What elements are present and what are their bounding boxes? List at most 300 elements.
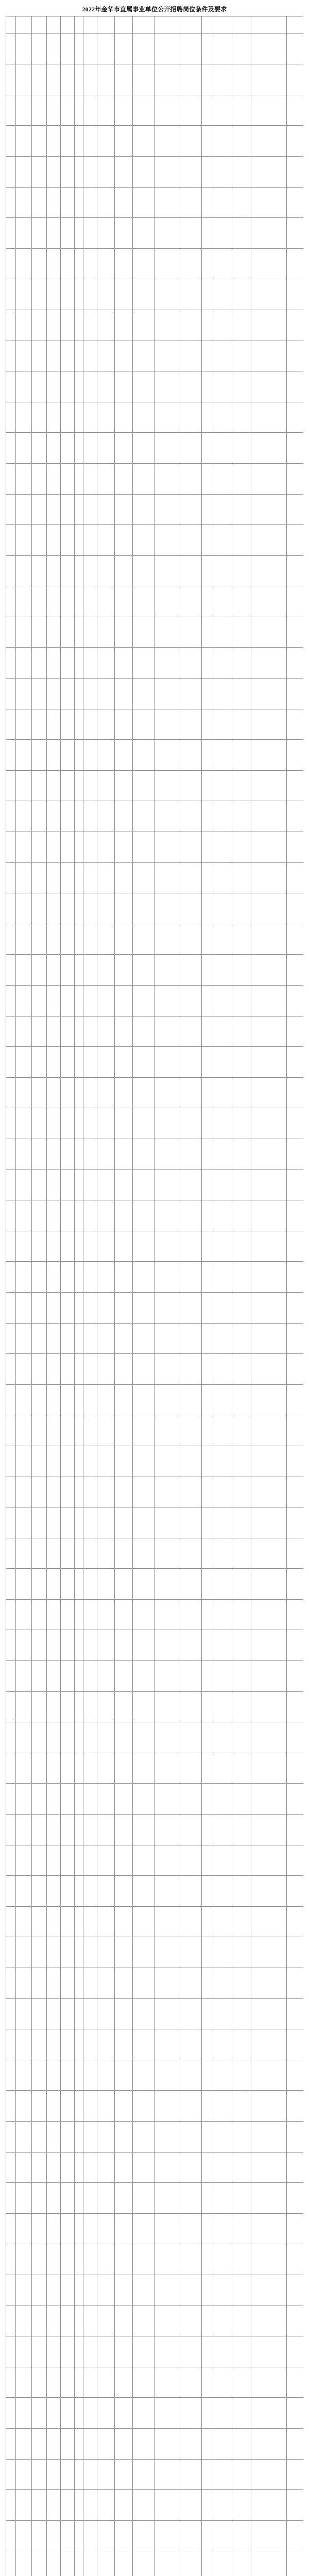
table-cell [133, 95, 154, 126]
table-cell [16, 1262, 32, 1293]
table-cell [6, 679, 16, 709]
table-cell [6, 1262, 16, 1293]
table-cell [6, 955, 16, 986]
table-cell [154, 1937, 180, 1968]
table-cell [180, 2367, 202, 2398]
table-cell [97, 2490, 115, 2521]
table-cell [154, 1876, 180, 1907]
table-cell [180, 1968, 202, 1999]
table-cell [202, 679, 214, 709]
table-cell [61, 187, 75, 218]
table-cell [32, 555, 47, 586]
table-cell [32, 1354, 47, 1385]
table-cell [115, 801, 133, 832]
table-cell [133, 832, 154, 863]
table-cell [180, 2121, 202, 2152]
table-cell [115, 2213, 133, 2244]
table-cell [180, 525, 202, 556]
table-cell [180, 1016, 202, 1047]
table-cell [75, 1170, 83, 1200]
table-cell [83, 1937, 97, 1968]
table-cell [115, 2091, 133, 2122]
table-cell [251, 709, 287, 740]
table-cell [133, 2152, 154, 2183]
table-cell [202, 2336, 214, 2367]
table-cell [180, 341, 202, 371]
table-cell [61, 1538, 75, 1569]
table-cell [232, 1108, 251, 1139]
table-cell [214, 2275, 232, 2306]
table-cell [83, 1200, 97, 1231]
table-cell [47, 1354, 61, 1385]
table-cell [251, 893, 287, 924]
table-cell [115, 1047, 133, 1078]
table-cell [47, 2306, 61, 2336]
table-cell [83, 525, 97, 556]
table-cell [154, 924, 180, 955]
table-cell [61, 310, 75, 341]
table-cell [75, 1200, 83, 1231]
table-cell [287, 1323, 304, 1354]
table-cell [6, 1139, 16, 1170]
table-cell [83, 463, 97, 494]
table-cell [154, 2029, 180, 2060]
table-cell [287, 1415, 304, 1446]
table-cell [75, 156, 83, 187]
table-cell [214, 1691, 232, 1722]
table-cell [16, 433, 32, 464]
table-cell [83, 1170, 97, 1200]
table-cell [133, 2060, 154, 2091]
table-cell [47, 555, 61, 586]
table-cell [32, 126, 47, 157]
table-cell [6, 1722, 16, 1753]
table-cell [232, 2490, 251, 2521]
table-header-cell [47, 16, 61, 34]
table-row [6, 740, 304, 771]
table-cell [61, 1968, 75, 1999]
table-cell [47, 770, 61, 801]
table-cell [83, 770, 97, 801]
table-cell [251, 2029, 287, 2060]
table-cell [115, 126, 133, 157]
table-cell [232, 433, 251, 464]
table-row [6, 1507, 304, 1538]
table-cell [202, 2459, 214, 2490]
table-cell [133, 2367, 154, 2398]
table-cell [287, 1630, 304, 1661]
table-cell [47, 2152, 61, 2183]
table-cell [97, 1016, 115, 1047]
table-cell [75, 2306, 83, 2336]
table-cell [47, 1108, 61, 1139]
table-cell [32, 832, 47, 863]
table-cell [47, 648, 61, 679]
table-cell [115, 95, 133, 126]
table-cell [61, 648, 75, 679]
table-cell [214, 310, 232, 341]
table-cell [47, 2398, 61, 2429]
table-cell [6, 156, 16, 187]
table-cell [232, 1937, 251, 1968]
table-cell [287, 2121, 304, 2152]
table-cell [115, 1477, 133, 1507]
table-cell [232, 2029, 251, 2060]
table-cell [214, 1077, 232, 1108]
table-cell [115, 955, 133, 986]
table-cell [232, 1906, 251, 1937]
table-header-cell [287, 16, 304, 34]
table-cell [61, 1937, 75, 1968]
table-row [6, 1477, 304, 1507]
table-cell [133, 679, 154, 709]
table-cell [202, 2428, 214, 2459]
table-cell [214, 770, 232, 801]
table-cell [214, 64, 232, 95]
table-cell [61, 617, 75, 648]
table-cell [251, 2152, 287, 2183]
table-cell [61, 402, 75, 433]
table-cell [232, 33, 251, 64]
table-cell [32, 433, 47, 464]
table-cell [232, 1139, 251, 1170]
table-cell [251, 1415, 287, 1446]
table-cell [251, 1722, 287, 1753]
table-cell [133, 525, 154, 556]
table-cell [154, 2336, 180, 2367]
table-cell [83, 709, 97, 740]
table-cell [47, 218, 61, 249]
table-cell [61, 2183, 75, 2214]
table-cell [6, 1446, 16, 1477]
table-cell [75, 33, 83, 64]
table-cell [47, 862, 61, 893]
table-cell [232, 95, 251, 126]
table-cell [115, 648, 133, 679]
table-cell [154, 463, 180, 494]
table-cell [97, 740, 115, 771]
table-cell [251, 187, 287, 218]
table-cell [97, 1477, 115, 1507]
table-cell [287, 187, 304, 218]
table-cell [6, 1968, 16, 1999]
table-cell [180, 187, 202, 218]
table-cell [16, 1077, 32, 1108]
table-cell [180, 1784, 202, 1815]
table-cell [97, 2398, 115, 2429]
table-cell [232, 955, 251, 986]
table-cell [232, 2428, 251, 2459]
table-cell [287, 832, 304, 863]
table-cell [6, 1384, 16, 1415]
table-cell [61, 218, 75, 249]
table-cell [214, 740, 232, 771]
table-row [6, 2490, 304, 2521]
table-cell [214, 1968, 232, 1999]
recruitment-table [6, 16, 303, 2576]
table-cell [16, 2121, 32, 2152]
table-header-cell [154, 16, 180, 34]
table-cell [287, 1937, 304, 1968]
table-cell [6, 1047, 16, 1078]
table-cell [16, 156, 32, 187]
table-cell [61, 64, 75, 95]
table-cell [6, 2183, 16, 2214]
table-cell [32, 1170, 47, 1200]
table-cell [83, 2244, 97, 2275]
table-cell [214, 2459, 232, 2490]
table-cell [75, 2183, 83, 2214]
table-cell [202, 1937, 214, 1968]
table-cell [251, 1661, 287, 1692]
table-cell [47, 64, 61, 95]
table-cell [16, 1415, 32, 1446]
table-cell [61, 1569, 75, 1600]
table-cell [214, 2183, 232, 2214]
table-cell [61, 341, 75, 371]
table-cell [97, 832, 115, 863]
table-cell [97, 33, 115, 64]
table-cell [16, 2551, 32, 2576]
table-cell [32, 2306, 47, 2336]
table-cell [133, 1753, 154, 1784]
table-cell [133, 1477, 154, 1507]
table-cell [115, 525, 133, 556]
table-cell [251, 1231, 287, 1262]
table-cell [97, 218, 115, 249]
table-cell [287, 248, 304, 279]
table-cell [97, 617, 115, 648]
table-cell [133, 341, 154, 371]
table-cell [32, 2336, 47, 2367]
table-row [6, 1753, 304, 1784]
table-cell [287, 1599, 304, 1630]
table-row [6, 1937, 304, 1968]
table-cell [232, 1016, 251, 1047]
table-cell [32, 2244, 47, 2275]
table-cell [75, 1753, 83, 1784]
table-cell [154, 1200, 180, 1231]
table-cell [97, 770, 115, 801]
table-cell [133, 156, 154, 187]
table-cell [154, 126, 180, 157]
table-cell [6, 2520, 16, 2551]
table-cell [115, 371, 133, 402]
table-cell [47, 1630, 61, 1661]
table-cell [47, 2367, 61, 2398]
table-row [6, 1200, 304, 1231]
table-cell [16, 617, 32, 648]
table-cell [154, 1569, 180, 1600]
table-cell [83, 2367, 97, 2398]
table-cell [202, 1446, 214, 1477]
table-cell [97, 862, 115, 893]
table-cell [97, 279, 115, 310]
table-cell [232, 617, 251, 648]
table-cell [154, 893, 180, 924]
table-cell [154, 95, 180, 126]
table-cell [133, 1200, 154, 1231]
table-row [6, 2060, 304, 2091]
table-row [6, 1876, 304, 1907]
table-cell [75, 2490, 83, 2521]
table-cell [202, 801, 214, 832]
table-cell [115, 862, 133, 893]
table-cell [214, 801, 232, 832]
table-cell [75, 463, 83, 494]
table-cell [180, 1108, 202, 1139]
table-cell [287, 433, 304, 464]
table-cell [83, 2213, 97, 2244]
table-cell [16, 801, 32, 832]
table-cell [115, 2183, 133, 2214]
table-cell [232, 924, 251, 955]
table-cell [61, 2459, 75, 2490]
table-cell [97, 2091, 115, 2122]
table-cell [115, 1507, 133, 1538]
table-cell [154, 2091, 180, 2122]
table-cell [287, 95, 304, 126]
table-cell [214, 1845, 232, 1876]
table-cell [16, 1845, 32, 1876]
table-cell [287, 1507, 304, 1538]
table-cell [202, 586, 214, 617]
table-cell [47, 1446, 61, 1477]
table-cell [202, 2121, 214, 2152]
table-cell [16, 1016, 32, 1047]
table-cell [83, 893, 97, 924]
table-cell [61, 2060, 75, 2091]
table-cell [32, 1599, 47, 1630]
table-cell [287, 1200, 304, 1231]
table-cell [32, 463, 47, 494]
table-cell [75, 1415, 83, 1446]
table-cell [6, 2244, 16, 2275]
table-cell [287, 1446, 304, 1477]
table-cell [75, 2152, 83, 2183]
table-row [6, 770, 304, 801]
table-cell [16, 248, 32, 279]
table-cell [232, 1047, 251, 1078]
table-cell [16, 2029, 32, 2060]
table-cell [61, 95, 75, 126]
table-cell [214, 2336, 232, 2367]
table-cell [83, 1108, 97, 1139]
table-cell [202, 64, 214, 95]
table-cell [61, 1077, 75, 1108]
table-cell [232, 218, 251, 249]
table-cell [75, 1722, 83, 1753]
table-cell [61, 1998, 75, 2029]
table-cell [47, 1845, 61, 1876]
table-cell [202, 1538, 214, 1569]
table-cell [97, 310, 115, 341]
table-cell [83, 2459, 97, 2490]
table-cell [214, 1170, 232, 1200]
table-cell [251, 1968, 287, 1999]
table-cell [180, 402, 202, 433]
table-cell [61, 709, 75, 740]
table-cell [115, 1446, 133, 1477]
table-cell [16, 1998, 32, 2029]
table-cell [214, 1323, 232, 1354]
table-cell [47, 1691, 61, 1722]
table-cell [154, 1477, 180, 1507]
table-header-cell [75, 16, 83, 34]
table-cell [202, 1170, 214, 1200]
table-cell [83, 1815, 97, 1845]
table-cell [6, 2459, 16, 2490]
table-cell [133, 2183, 154, 2214]
table-cell [202, 2398, 214, 2429]
table-cell [75, 2091, 83, 2122]
table-row [6, 95, 304, 126]
table-cell [287, 33, 304, 64]
table-cell [214, 1538, 232, 1569]
table-cell [232, 1845, 251, 1876]
table-cell [61, 2244, 75, 2275]
table-cell [251, 2183, 287, 2214]
table-cell [16, 2306, 32, 2336]
table-cell [133, 2213, 154, 2244]
table-cell [83, 248, 97, 279]
table-cell [16, 709, 32, 740]
table-cell [202, 126, 214, 157]
table-cell [214, 2520, 232, 2551]
table-cell [6, 2306, 16, 2336]
table-cell [61, 2520, 75, 2551]
table-cell [83, 2091, 97, 2122]
table-cell [16, 2152, 32, 2183]
table-cell [180, 801, 202, 832]
table-cell [75, 1047, 83, 1078]
table-cell [202, 218, 214, 249]
table-cell [16, 955, 32, 986]
table-cell [47, 463, 61, 494]
table-cell [75, 1477, 83, 1507]
table-cell [61, 1661, 75, 1692]
table-cell [251, 1876, 287, 1907]
table-cell [287, 586, 304, 617]
table-cell [47, 1661, 61, 1692]
table-cell [287, 2244, 304, 2275]
table-cell [180, 648, 202, 679]
table-cell [133, 2428, 154, 2459]
table-cell [97, 1415, 115, 1446]
table-cell [180, 279, 202, 310]
table-cell [97, 1753, 115, 1784]
table-cell [232, 2367, 251, 2398]
table-cell [214, 341, 232, 371]
table-cell [115, 679, 133, 709]
table-cell [97, 1538, 115, 1569]
table-cell [97, 893, 115, 924]
table-cell [180, 679, 202, 709]
table-cell [6, 586, 16, 617]
table-cell [133, 2490, 154, 2521]
table-cell [83, 1446, 97, 1477]
table-row [6, 248, 304, 279]
table-cell [232, 2306, 251, 2336]
table-cell [232, 1599, 251, 1630]
table-cell [180, 494, 202, 525]
table-row [6, 2213, 304, 2244]
table-cell [133, 555, 154, 586]
table-cell [154, 525, 180, 556]
table-cell [61, 2398, 75, 2429]
table-cell [202, 1815, 214, 1845]
table-cell [47, 1200, 61, 1231]
